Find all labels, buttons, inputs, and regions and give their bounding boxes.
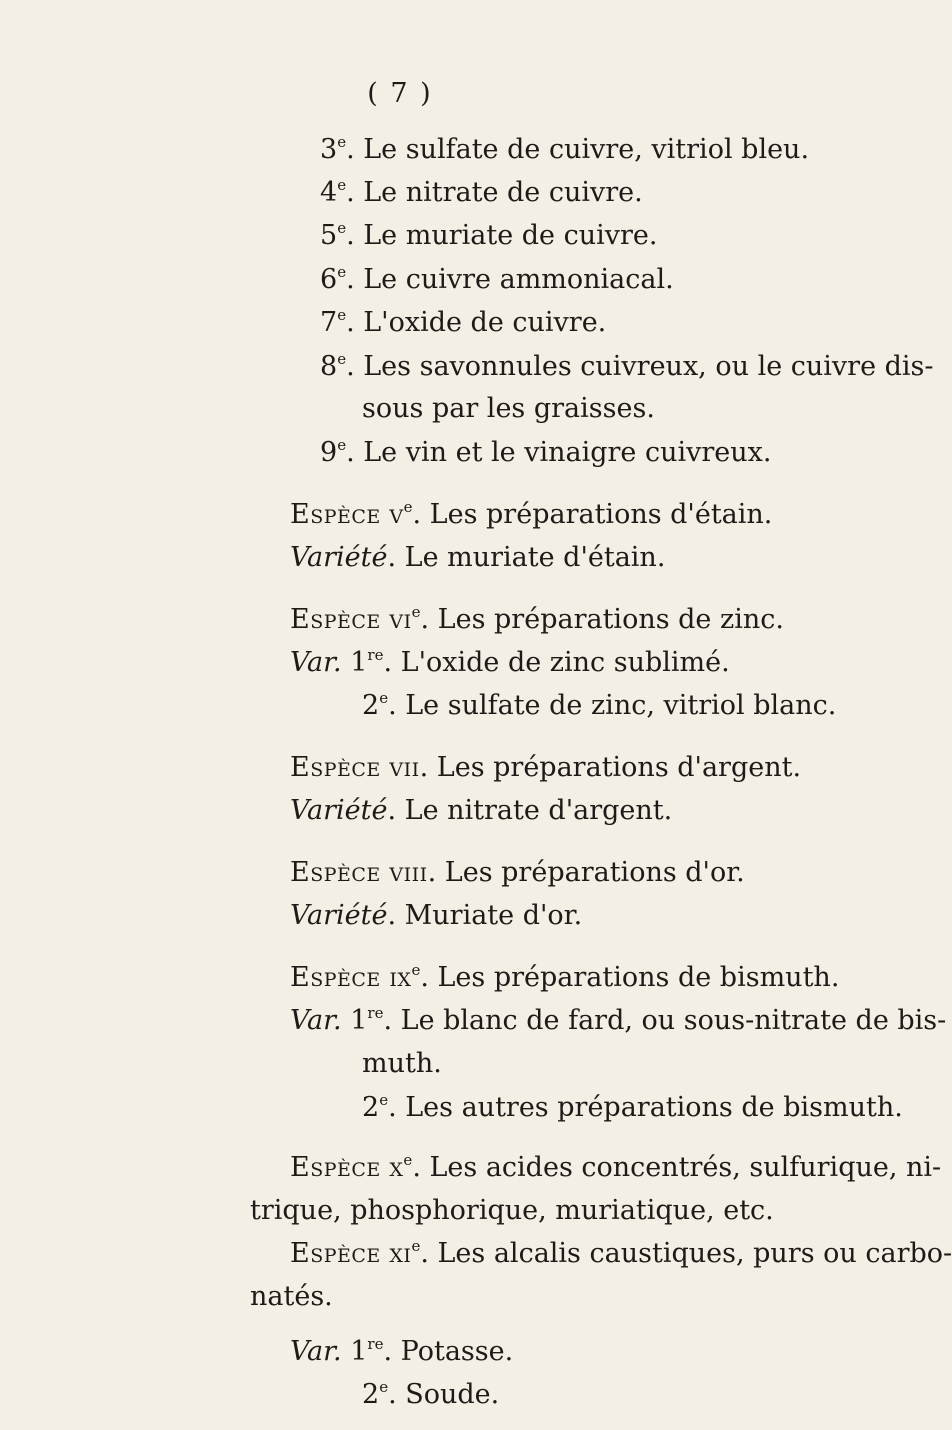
list-item: 7e. L'oxide de cuivre.	[320, 306, 607, 338]
variete-line: Variété. Muriate d'or.	[290, 900, 583, 931]
espece-heading: Espèce $v^e$. Les préparations d'étain.	[290, 498, 773, 530]
variete-line: Var. 1re. L'oxide de zinc sublimé.	[290, 646, 730, 678]
variete-line: Variété. Le nitrate d'argent.	[290, 795, 673, 826]
variete-continuation: muth.	[362, 1048, 442, 1079]
variete-line: 2e. Le sulfate de zinc, vitriol blanc.	[362, 689, 837, 721]
list-item: 4e. Le nitrate de cuivre.	[320, 176, 643, 208]
espece-heading: Espèce $vi^e$. Les préparations de zinc.	[290, 603, 784, 635]
espece-continuation: trique, phosphorique, muriatique, etc.	[250, 1195, 774, 1226]
variete-line: Var. 1re. Le blanc de fard, ou sous-nitrate de bis-	[290, 1004, 947, 1036]
espece-heading: Espèce $x^e$. Les acides concentrés, sulfurique, ni-	[290, 1151, 942, 1183]
list-item: 6e. Le cuivre ammoniacal.	[320, 263, 674, 295]
list-item: 5e. Le muriate de cuivre.	[320, 219, 658, 251]
espece-heading: Espèce vii. Les préparations d'argent.	[290, 752, 802, 783]
espece-heading: Espèce viii. Les préparations d'or.	[290, 857, 745, 888]
list-item: 9e. Le vin et le vinaigre cuivreux.	[320, 436, 772, 468]
variete-line: Var. 1re. Potasse.	[290, 1335, 514, 1367]
list-item: 8e. Les savonnules cuivreux, ou le cuivre dis-	[320, 350, 934, 382]
list-item: 3e. Le sulfate de cuivre, vitriol bleu.	[320, 133, 810, 165]
espece-heading: Espèce $ix^e$. Les préparations de bismuth.	[290, 961, 840, 993]
list-item-continuation: sous par les graisses.	[362, 393, 655, 424]
espece-heading: Espèce $xi^e$. Les alcalis caustiques, purs ou carbo-	[290, 1237, 952, 1269]
espece-continuation: natés.	[250, 1281, 333, 1312]
variete-line: 2e. Les autres préparations de bismuth.	[362, 1091, 903, 1123]
page-number: ( 7 )	[367, 78, 433, 109]
variete-line: Variété. Le muriate d'étain.	[290, 542, 666, 573]
variete-line: 2e. Soude.	[362, 1378, 500, 1410]
